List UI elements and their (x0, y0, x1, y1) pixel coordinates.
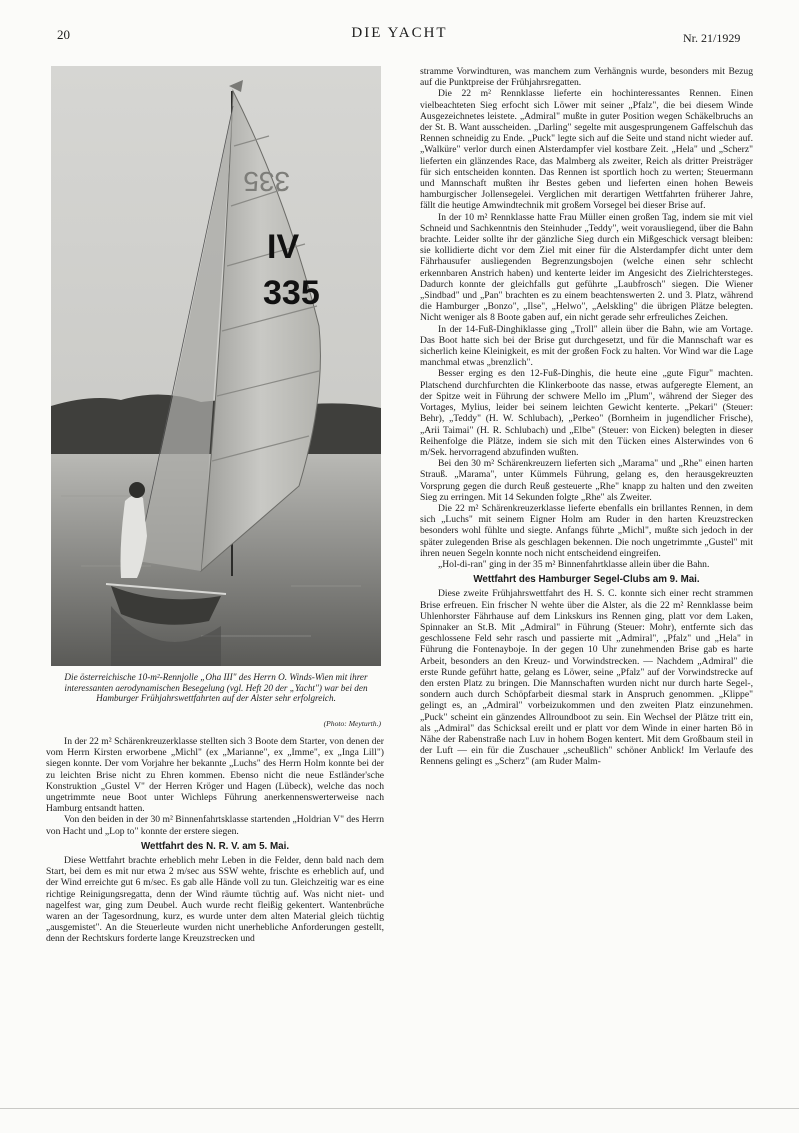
paragraph: Diese zweite Frühjahrswettfahrt des H. S. C. konnte sich einer recht strammen Brise erfreuen. Ein frischer N wehte über die Alster, als die 22 m² Rennklasse beim Uhlenhorster Fährhause auf dem Linkskurs ins Rennen ging, platt vor dem Laken, Spinnaker an St.B. Mit „Admiral" in Führung (Steuer: Mohr), entfernte sich das geschlossene Feld sehr rasch und passierte mit „Admiral", „Pfalz" und „Hela" in Führung die Fontenayboje. In der gegen 10 Uhr zunehmenden Brise gab es harte Arbeit, besonders an den Kreuz- und Vorwindstrecken. — Nachdem „Admiral" die erste Runde geführt hatte, gelang es Löwer, seine „Pfalz" auf der Vorwindstrecke auf den ersten Platz zu bringen. Die Mannschaften wurden nicht nur durch harte Segel-, sondern auch durch Schöpfarbeit diesmal stark in Anspruch genommen. „Klippe" gelingt es, an „Admiral" vorbeizukommen und den zweiten Platz einzunehmen. „Puck" scheint ein gänzendes Allroundboot zu sein. Ein Wechsel der Plätze tritt ein, als „Admiral" das Schicksal ereilt und er platt vor dem Winde in einer harten Bö in Nähe der Rabenstraße nach Luv in hohem Bogen kentert. Mit dem Großbaum steil in der Luft — ein für die Zuschauer „scheußlich" schöner Anblick! Im Verlaufe des Rennens gelingt es „Scherz" (am Ruder Malm- (420, 588, 753, 768)
paragraph: Diese Wettfahrt brachte erheblich mehr Leben in die Felder, denn bald nach dem Start, bei dem es mit nur etwa 2 m/sec aus SSW wehte, frischte es erheblich auf, und der Wind erreichte gut 6 m/sec. Es gab alle Hände voll zu tun. Gleichzeitig war es eine richtige Reinigungsregatta, denn der Wind räumte tüchtig auf. Was nicht niet- und nagelfest war, ging zum Deubel. Auch wurde recht fleißig gekentert. Wantenbrüche waren an der Tagesordnung, kurz, es wurde unter dem alten Material gleich tüchtig „ausgemistet". An die Steuerleute wurden nicht unerhebliche Anforderungen gestellt, denn der Rechtskurs forderte lange Kreuzstrecken und (46, 855, 384, 945)
sail-number: 335 (263, 274, 320, 312)
left-text-column (46, 736, 384, 945)
photo-credit: (Photo: Meyturth.) (323, 719, 381, 728)
paragraph: In der 14-Fuß-Dinghiklasse ging „Troll" allein über die Bahn, wie am Vortage. Das Boot hatte sich bei der Brise gut durchgesetzt, und für die Mannschaft war es sicherlich keine Kleinigkeit, es mit der großen Fock zu halten. Vor Wind war die Lage manchmal etwas „brenzlich". (420, 323, 753, 369)
paragraph: Die 22 m² Rennklasse lieferte ein hochinteressantes Rennen. Einen vielbeachteten Sieg erfocht sich Löwer mit seiner „Pfalz", die bei diesem Winde Ausgezeichnetes leistete. „Admiral" mußte in guter Position wegen Schäkelbruchs an der St. B. Want ausscheiden. „Darling" segelte mit ausgesprungenem Gaffelschuh das Rennen schneidig zu Ende. „Puck" legte sich auf die Seite und stand nicht wieder auf. „Walküre" verlor durch einen Alsterdampfer viel kostbare Zeit. „Hela" und „Scherz" lieferten ein glänzendes Race, das Malmberg als zweiter, Reich als dritter Preisträger für sich entscheiden konnten. Das Rennen ist sportlich hoch zu werten; Steuermann und Mannschaft mußten ihr Bestes geben und lieferten einen hohen Beweis hamburgischer Jollensegelei. Verglichen mit derartigen Wettfahrten früherer Jahre, fällt die heutige Amwindtechnik mit großem Vorsegel bei dieser Brise auf. (420, 88, 753, 212)
issue-number: Nr. 21/1929 (683, 31, 741, 45)
sail-number-mirrored: 335 (243, 166, 290, 197)
magazine-title: DIE YACHT (351, 25, 448, 41)
paragraph: In der 22 m² Schärenkreuzerklasse stellten sich 3 Boote dem Starter, von denen der vom Herrn Kirsten erworbene „Michl" (ex „Marianne", ex „Imme", ex „Inga Lill") siegen konnte. Der vom Vorjahre her bekannte „Luchs" des Herrn Holm konnte bei der zu leichten Brise nicht zu Ehren kommen. Ebenso nicht die neue Estländer'sche Konstruktion „Gustel V" der Herren Kröger und Hagen (Lübeck), welche das noch ungetrimmte neue Boot unter Wichleps Führung anerkennenswerterweise nach Hamburg entsandt hatten. (46, 736, 384, 815)
scan-edge-line (0, 1108, 799, 1109)
paragraph: Von den beiden in der 30 m² Binnenfahrtsklasse startenden „Holdrian V" des Herrn von Hacht und „Lop to" konnte der erstere siegen. (46, 814, 384, 837)
sailboat-illustration (51, 66, 381, 666)
paragraph: Besser erging es den 12-Fuß-Dinghis, die heute eine „gute Figur" machten. Platschend durchfurchten die Klinkerboote das nasse, etwas aufgeregte Element, an der Spitze weit in Führung der schwere Mello im „Plum", während der Sieger des Vortages, Mylius, leider bei seinem leichten Gewicht kenterte. „Pekari" (Steuer: Behr), „Teddy" (H. W. Schlubach), „Perkeo" (Bornheim in jugendlicher Frische), „Arii Taimai" (H. R. Schlubach) und „Elbe" (Steuer: von Eicken) belegten in dieser Reihenfolge die Plätze, indem sie sich mit den Tücken eines Alsterwindes von 6 m/Sek. hervorragend abzufinden wußten. (420, 368, 753, 458)
paragraph: stramme Vorwindturen, was manchem zum Verhängnis wurde, besonders mit Bezug auf die Punktpreise der Frühjahrsregatten. (420, 66, 753, 89)
right-text-column (420, 66, 753, 768)
section-heading: Wettfahrt des N. R. V. am 5. Mai. (140, 840, 290, 852)
paragraph: „Hol-di-ran" ging in der 35 m² Binnenfahrtklasse allein über die Bahn. (438, 558, 710, 570)
sailboat-photo (51, 66, 381, 666)
page-number: 20 (57, 27, 70, 42)
section-heading: Wettfahrt des Hamburger Segel-Clubs am 9. Mai. (473, 574, 700, 586)
photo-caption: Die österreichische 10-m²-Rennjolle „Oha III" des Herrn O. Winds-Wien mit ihrer interessanten aerodynamischen Besegelung (vgl. Heft 20 der „Yacht") war bei den Hamburger Frühjahrswettfahrten auf der Alster sehr erfolgreich. (64, 672, 368, 704)
paragraph: In der 10 m² Rennklasse hatte Frau Müller einen großen Tag, indem sie mit viel Schneid und Sachkenntnis den Steinhuder „Teddy", weit vorausliegend, über die Bahn brachte. Leider sollte ihr der gänzliche Sieg durch ein Mißgeschick versagt bleiben: sie kollidierte dicht vor dem Ziel mit einer für die Alsterdampfer dicht unter dem Fährhausufer ausliegenden Begrenzungsbojen (welche einen sehr schlecht erkennbaren Anstrich haben) und kenterte leider im Angesicht des Zielrichtersteges. Dadurch konnte der gleichfalls gut geführte „Laubfrosch" siegen. Die Wiener „Sindbad" und „Pan" brachten es zu einem beachtenswerten 2. und 3. Platz, während die Hamburger „Bonzo", „Ilse", „Helwo", „Aelskling" die übrigen Plätze belegten. Nicht weniger als 8 Boote gaben auf, ein nicht gerade sehr erfreuliches Zeichen. (420, 211, 753, 324)
sail-letters: IV (267, 228, 300, 266)
paragraph: Bei den 30 m² Schärenkreuzern lieferten sich „Marama" und „Rhe" einen harten Strauß. „Marama", unter Kümmels Führung, gelang es, den herausgekreuzten Vorsprung gegen die durch Reuß gesteuerte „Rhe" knapp zu halten und den zweiten Sieg zu erringen. Mit 14 Sekunden folgte „Rhe" als Zweiter. (420, 458, 753, 503)
paragraph: Die 22 m² Schärenkreuzerklasse lieferte ebenfalls ein brillantes Rennen, in dem sich „Luchs" mit seinem Eigner Holm am Ruder in den harten Kreuzstrecken besonders wohl fühlte und siegte. Anfangs führte „Michl", mußte sich jedoch in der später zulegenden Brise als geschlagen bekennen. Die noch ungetrimmte „Gustel" mit ihren neuen Segeln konnte noch nicht entscheidend eingreifen. (420, 502, 753, 559)
